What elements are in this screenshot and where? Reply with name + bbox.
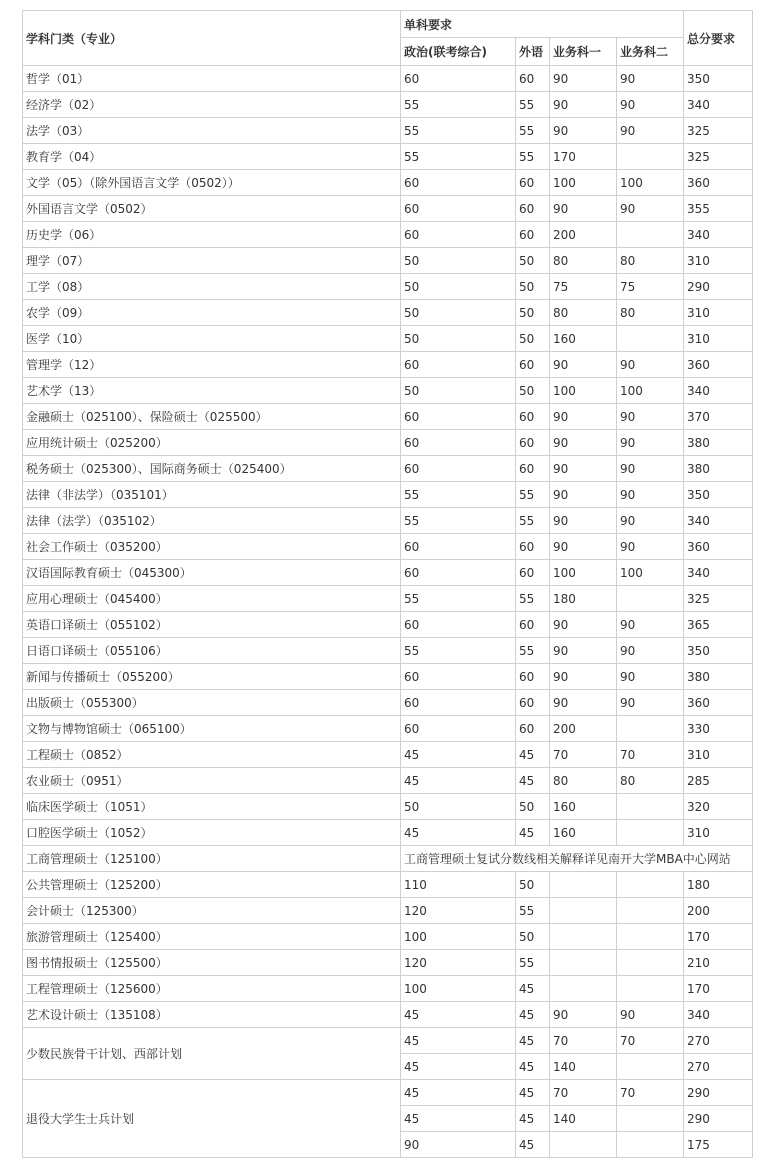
subject-1-cell: 90 <box>550 66 617 92</box>
politics-cell: 60 <box>401 196 516 222</box>
table-row <box>23 196 753 222</box>
politics-cell: 55 <box>401 638 516 664</box>
subject-2-cell: 90 <box>617 664 684 690</box>
foreign-cell: 55 <box>516 482 550 508</box>
total-cell: 340 <box>684 92 753 118</box>
politics-cell: 60 <box>401 352 516 378</box>
table-row <box>23 144 753 170</box>
discipline-cell: 新闻与传播硕士（055200） <box>23 664 401 690</box>
foreign-cell: 60 <box>516 456 550 482</box>
total-cell: 340 <box>684 222 753 248</box>
total-cell: 340 <box>684 378 753 404</box>
discipline-cell: 艺术设计硕士（135108） <box>23 1002 401 1028</box>
discipline-cell: 法律（法学）（035102） <box>23 508 401 534</box>
subject-1-cell: 90 <box>550 118 617 144</box>
subject-2-cell <box>617 586 684 612</box>
table-row <box>23 430 753 456</box>
politics-cell: 55 <box>401 482 516 508</box>
subject-1-cell <box>550 976 617 1002</box>
table-row <box>23 534 753 560</box>
subject-2-cell: 70 <box>617 742 684 768</box>
table-row <box>23 66 753 92</box>
subject-2-cell <box>617 872 684 898</box>
discipline-cell: 应用统计硕士（025200） <box>23 430 401 456</box>
politics-cell: 60 <box>401 222 516 248</box>
subject-2-cell: 90 <box>617 638 684 664</box>
foreign-cell: 60 <box>516 170 550 196</box>
total-cell: 200 <box>684 898 753 924</box>
table-row <box>23 222 753 248</box>
subject-2-cell <box>617 794 684 820</box>
total-cell: 340 <box>684 1002 753 1028</box>
discipline-cell: 法律（非法学）（035101） <box>23 482 401 508</box>
total-cell: 360 <box>684 690 753 716</box>
subject-1-cell: 180 <box>550 586 617 612</box>
table-row <box>23 508 753 534</box>
score-requirements-table <box>22 10 753 1158</box>
discipline-cell: 英语口译硕士（055102） <box>23 612 401 638</box>
total-cell: 350 <box>684 66 753 92</box>
subject-1-cell: 200 <box>550 716 617 742</box>
header-total: 总分要求 <box>684 11 753 66</box>
total-cell: 365 <box>684 612 753 638</box>
table-row <box>23 118 753 144</box>
subject-2-cell <box>617 924 684 950</box>
subject-1-cell: 90 <box>550 404 617 430</box>
foreign-cell: 50 <box>516 378 550 404</box>
discipline-cell: 退役大学生士兵计划 <box>23 1080 401 1158</box>
foreign-cell: 45 <box>516 1028 550 1054</box>
table-row <box>23 1080 753 1106</box>
discipline-cell: 工学（08） <box>23 274 401 300</box>
foreign-cell: 45 <box>516 1132 550 1158</box>
subject-1-cell <box>550 950 617 976</box>
foreign-cell: 50 <box>516 794 550 820</box>
foreign-cell: 45 <box>516 820 550 846</box>
politics-cell: 120 <box>401 950 516 976</box>
total-cell: 350 <box>684 482 753 508</box>
discipline-cell: 农业硕士（0951） <box>23 768 401 794</box>
subject-2-cell: 80 <box>617 768 684 794</box>
politics-cell: 60 <box>401 716 516 742</box>
politics-cell: 60 <box>401 534 516 560</box>
subject-1-cell: 90 <box>550 196 617 222</box>
politics-cell: 45 <box>401 1080 516 1106</box>
mba-note-cell: 工商管理硕士复试分数线相关解释详见南开大学MBA中心网站 <box>401 846 753 872</box>
foreign-cell: 50 <box>516 248 550 274</box>
subject-1-cell <box>550 898 617 924</box>
subject-2-cell <box>617 950 684 976</box>
discipline-cell: 口腔医学硕士（1052） <box>23 820 401 846</box>
table-row <box>23 846 753 872</box>
subject-1-cell <box>550 924 617 950</box>
subject-1-cell: 90 <box>550 352 617 378</box>
subject-2-cell: 90 <box>617 118 684 144</box>
discipline-cell: 文物与博物馆硕士（065100） <box>23 716 401 742</box>
subject-2-cell: 90 <box>617 352 684 378</box>
discipline-cell: 出版硕士（055300） <box>23 690 401 716</box>
subject-2-cell: 90 <box>617 92 684 118</box>
foreign-cell: 55 <box>516 144 550 170</box>
total-cell: 330 <box>684 716 753 742</box>
table-row <box>23 716 753 742</box>
total-cell: 180 <box>684 872 753 898</box>
subject-1-cell: 90 <box>550 612 617 638</box>
subject-2-cell: 70 <box>617 1028 684 1054</box>
total-cell: 310 <box>684 300 753 326</box>
discipline-cell: 艺术学（13） <box>23 378 401 404</box>
total-cell: 270 <box>684 1028 753 1054</box>
foreign-cell: 45 <box>516 1002 550 1028</box>
subject-1-cell: 90 <box>550 664 617 690</box>
politics-cell: 50 <box>401 248 516 274</box>
total-cell: 320 <box>684 794 753 820</box>
foreign-cell: 60 <box>516 404 550 430</box>
table-row <box>23 560 753 586</box>
header-discipline: 学科门类（专业） <box>23 11 401 66</box>
subject-2-cell <box>617 716 684 742</box>
total-cell: 340 <box>684 560 753 586</box>
subject-1-cell: 70 <box>550 742 617 768</box>
foreign-cell: 45 <box>516 742 550 768</box>
subject-2-cell <box>617 144 684 170</box>
subject-1-cell: 70 <box>550 1080 617 1106</box>
total-cell: 290 <box>684 1106 753 1132</box>
foreign-cell: 45 <box>516 768 550 794</box>
politics-cell: 45 <box>401 820 516 846</box>
subject-2-cell: 100 <box>617 378 684 404</box>
table-row <box>23 274 753 300</box>
politics-cell: 60 <box>401 560 516 586</box>
politics-cell: 60 <box>401 430 516 456</box>
subject-2-cell <box>617 222 684 248</box>
header-single-subject: 单科要求 <box>401 11 684 38</box>
foreign-cell: 60 <box>516 560 550 586</box>
foreign-cell: 55 <box>516 898 550 924</box>
subject-2-cell <box>617 976 684 1002</box>
politics-cell: 50 <box>401 794 516 820</box>
foreign-cell: 60 <box>516 66 550 92</box>
discipline-cell: 税务硕士（025300）、国际商务硕士（025400） <box>23 456 401 482</box>
discipline-cell: 少数民族骨干计划、西部计划 <box>23 1028 401 1080</box>
politics-cell: 60 <box>401 664 516 690</box>
table-row <box>23 872 753 898</box>
total-cell: 310 <box>684 820 753 846</box>
header-row-1 <box>23 11 753 38</box>
discipline-cell: 工程硕士（0852） <box>23 742 401 768</box>
discipline-cell: 会计硕士（125300） <box>23 898 401 924</box>
total-cell: 310 <box>684 326 753 352</box>
politics-cell: 45 <box>401 1028 516 1054</box>
subject-2-cell: 90 <box>617 430 684 456</box>
header-foreign: 外语 <box>516 38 550 66</box>
discipline-cell: 旅游管理硕士（125400） <box>23 924 401 950</box>
table-row <box>23 638 753 664</box>
subject-1-cell <box>550 1132 617 1158</box>
politics-cell: 55 <box>401 144 516 170</box>
total-cell: 350 <box>684 638 753 664</box>
total-cell: 380 <box>684 456 753 482</box>
discipline-cell: 法学（03） <box>23 118 401 144</box>
subject-2-cell: 90 <box>617 1002 684 1028</box>
table-row <box>23 586 753 612</box>
total-cell: 170 <box>684 976 753 1002</box>
foreign-cell: 50 <box>516 872 550 898</box>
table-row <box>23 794 753 820</box>
foreign-cell: 60 <box>516 430 550 456</box>
header-politics: 政治(联考综合) <box>401 38 516 66</box>
subject-1-cell: 80 <box>550 300 617 326</box>
total-cell: 285 <box>684 768 753 794</box>
subject-2-cell: 90 <box>617 66 684 92</box>
table-row <box>23 820 753 846</box>
subject-1-cell: 100 <box>550 560 617 586</box>
table-row <box>23 404 753 430</box>
politics-cell: 45 <box>401 1106 516 1132</box>
table-row <box>23 170 753 196</box>
politics-cell: 60 <box>401 612 516 638</box>
table-row <box>23 976 753 1002</box>
total-cell: 370 <box>684 404 753 430</box>
subject-1-cell: 70 <box>550 1028 617 1054</box>
foreign-cell: 55 <box>516 586 550 612</box>
subject-2-cell <box>617 1106 684 1132</box>
foreign-cell: 45 <box>516 1106 550 1132</box>
politics-cell: 50 <box>401 300 516 326</box>
subject-2-cell <box>617 820 684 846</box>
subject-1-cell: 90 <box>550 430 617 456</box>
subject-2-cell: 75 <box>617 274 684 300</box>
total-cell: 310 <box>684 742 753 768</box>
politics-cell: 110 <box>401 872 516 898</box>
foreign-cell: 50 <box>516 924 550 950</box>
foreign-cell: 45 <box>516 1080 550 1106</box>
subject-1-cell: 80 <box>550 248 617 274</box>
discipline-cell: 农学（09） <box>23 300 401 326</box>
subject-1-cell: 160 <box>550 326 617 352</box>
foreign-cell: 60 <box>516 690 550 716</box>
politics-cell: 90 <box>401 1132 516 1158</box>
header-subject-2: 业务科二 <box>617 38 684 66</box>
subject-1-cell: 90 <box>550 456 617 482</box>
politics-cell: 45 <box>401 742 516 768</box>
foreign-cell: 55 <box>516 638 550 664</box>
discipline-cell: 汉语国际教育硕士（045300） <box>23 560 401 586</box>
foreign-cell: 45 <box>516 976 550 1002</box>
subject-1-cell: 90 <box>550 638 617 664</box>
politics-cell: 60 <box>401 456 516 482</box>
foreign-cell: 60 <box>516 664 550 690</box>
subject-1-cell: 160 <box>550 794 617 820</box>
politics-cell: 100 <box>401 924 516 950</box>
total-cell: 310 <box>684 248 753 274</box>
table-row <box>23 248 753 274</box>
discipline-cell: 文学（05）（除外国语言文学（0502）） <box>23 170 401 196</box>
foreign-cell: 55 <box>516 92 550 118</box>
table-row <box>23 456 753 482</box>
subject-2-cell: 90 <box>617 612 684 638</box>
politics-cell: 55 <box>401 508 516 534</box>
subject-2-cell <box>617 898 684 924</box>
total-cell: 325 <box>684 144 753 170</box>
table-row <box>23 1028 753 1054</box>
discipline-cell: 经济学（02） <box>23 92 401 118</box>
table-row <box>23 742 753 768</box>
subject-2-cell: 100 <box>617 560 684 586</box>
foreign-cell: 50 <box>516 274 550 300</box>
total-cell: 325 <box>684 586 753 612</box>
subject-2-cell <box>617 1054 684 1080</box>
subject-2-cell <box>617 326 684 352</box>
total-cell: 210 <box>684 950 753 976</box>
subject-1-cell: 90 <box>550 690 617 716</box>
politics-cell: 60 <box>401 66 516 92</box>
foreign-cell: 60 <box>516 196 550 222</box>
table-row <box>23 482 753 508</box>
foreign-cell: 45 <box>516 1054 550 1080</box>
subject-2-cell <box>617 1132 684 1158</box>
foreign-cell: 60 <box>516 534 550 560</box>
table-row <box>23 378 753 404</box>
subject-1-cell: 140 <box>550 1106 617 1132</box>
foreign-cell: 60 <box>516 716 550 742</box>
subject-1-cell: 200 <box>550 222 617 248</box>
total-cell: 170 <box>684 924 753 950</box>
table-row <box>23 92 753 118</box>
subject-1-cell: 90 <box>550 508 617 534</box>
table-row <box>23 300 753 326</box>
subject-2-cell: 90 <box>617 404 684 430</box>
subject-2-cell: 90 <box>617 456 684 482</box>
foreign-cell: 55 <box>516 950 550 976</box>
subject-1-cell: 90 <box>550 92 617 118</box>
politics-cell: 50 <box>401 326 516 352</box>
politics-cell: 50 <box>401 378 516 404</box>
table-row <box>23 352 753 378</box>
discipline-cell: 工程管理硕士（125600） <box>23 976 401 1002</box>
foreign-cell: 55 <box>516 118 550 144</box>
politics-cell: 100 <box>401 976 516 1002</box>
discipline-cell: 社会工作硕士（035200） <box>23 534 401 560</box>
subject-1-cell: 80 <box>550 768 617 794</box>
discipline-cell: 哲学（01） <box>23 66 401 92</box>
subject-2-cell: 90 <box>617 508 684 534</box>
subject-1-cell: 90 <box>550 482 617 508</box>
politics-cell: 60 <box>401 404 516 430</box>
politics-cell: 55 <box>401 92 516 118</box>
discipline-cell: 外国语言文学（0502） <box>23 196 401 222</box>
discipline-cell: 历史学（06） <box>23 222 401 248</box>
discipline-cell: 图书情报硕士（125500） <box>23 950 401 976</box>
politics-cell: 60 <box>401 690 516 716</box>
foreign-cell: 60 <box>516 352 550 378</box>
politics-cell: 45 <box>401 768 516 794</box>
total-cell: 380 <box>684 430 753 456</box>
subject-2-cell: 80 <box>617 248 684 274</box>
subject-1-cell: 90 <box>550 1002 617 1028</box>
total-cell: 360 <box>684 534 753 560</box>
table-row <box>23 612 753 638</box>
discipline-cell: 日语口译硕士（055106） <box>23 638 401 664</box>
total-cell: 175 <box>684 1132 753 1158</box>
header-subject-1: 业务科一 <box>550 38 617 66</box>
total-cell: 380 <box>684 664 753 690</box>
politics-cell: 120 <box>401 898 516 924</box>
subject-1-cell: 75 <box>550 274 617 300</box>
total-cell: 325 <box>684 118 753 144</box>
subject-2-cell: 100 <box>617 170 684 196</box>
subject-2-cell: 90 <box>617 196 684 222</box>
total-cell: 270 <box>684 1054 753 1080</box>
discipline-cell: 理学（07） <box>23 248 401 274</box>
foreign-cell: 55 <box>516 508 550 534</box>
politics-cell: 60 <box>401 170 516 196</box>
foreign-cell: 50 <box>516 300 550 326</box>
total-cell: 355 <box>684 196 753 222</box>
discipline-cell: 应用心理硕士（045400） <box>23 586 401 612</box>
discipline-cell: 公共管理硕士（125200） <box>23 872 401 898</box>
subject-2-cell: 90 <box>617 534 684 560</box>
discipline-cell: 临床医学硕士（1051） <box>23 794 401 820</box>
discipline-cell: 教育学（04） <box>23 144 401 170</box>
table-row <box>23 1002 753 1028</box>
subject-1-cell: 160 <box>550 820 617 846</box>
total-cell: 360 <box>684 170 753 196</box>
discipline-cell: 管理学（12） <box>23 352 401 378</box>
discipline-cell: 工商管理硕士（125100） <box>23 846 401 872</box>
politics-cell: 55 <box>401 118 516 144</box>
table-row <box>23 950 753 976</box>
foreign-cell: 50 <box>516 326 550 352</box>
table-body <box>23 11 753 1158</box>
foreign-cell: 60 <box>516 222 550 248</box>
discipline-cell: 医学（10） <box>23 326 401 352</box>
table-row <box>23 664 753 690</box>
subject-1-cell: 100 <box>550 378 617 404</box>
politics-cell: 45 <box>401 1002 516 1028</box>
table-row <box>23 898 753 924</box>
table-row <box>23 924 753 950</box>
subject-2-cell: 70 <box>617 1080 684 1106</box>
subject-1-cell: 140 <box>550 1054 617 1080</box>
total-cell: 290 <box>684 1080 753 1106</box>
table-row <box>23 768 753 794</box>
total-cell: 360 <box>684 352 753 378</box>
table-row <box>23 690 753 716</box>
subject-1-cell: 100 <box>550 170 617 196</box>
subject-2-cell: 80 <box>617 300 684 326</box>
politics-cell: 55 <box>401 586 516 612</box>
subject-1-cell: 170 <box>550 144 617 170</box>
subject-1-cell: 90 <box>550 534 617 560</box>
subject-2-cell: 90 <box>617 690 684 716</box>
total-cell: 290 <box>684 274 753 300</box>
total-cell: 340 <box>684 508 753 534</box>
politics-cell: 50 <box>401 274 516 300</box>
discipline-cell: 金融硕士（025100）、保险硕士（025500） <box>23 404 401 430</box>
subject-1-cell <box>550 872 617 898</box>
foreign-cell: 60 <box>516 612 550 638</box>
subject-2-cell: 90 <box>617 482 684 508</box>
politics-cell: 45 <box>401 1054 516 1080</box>
table-row <box>23 326 753 352</box>
